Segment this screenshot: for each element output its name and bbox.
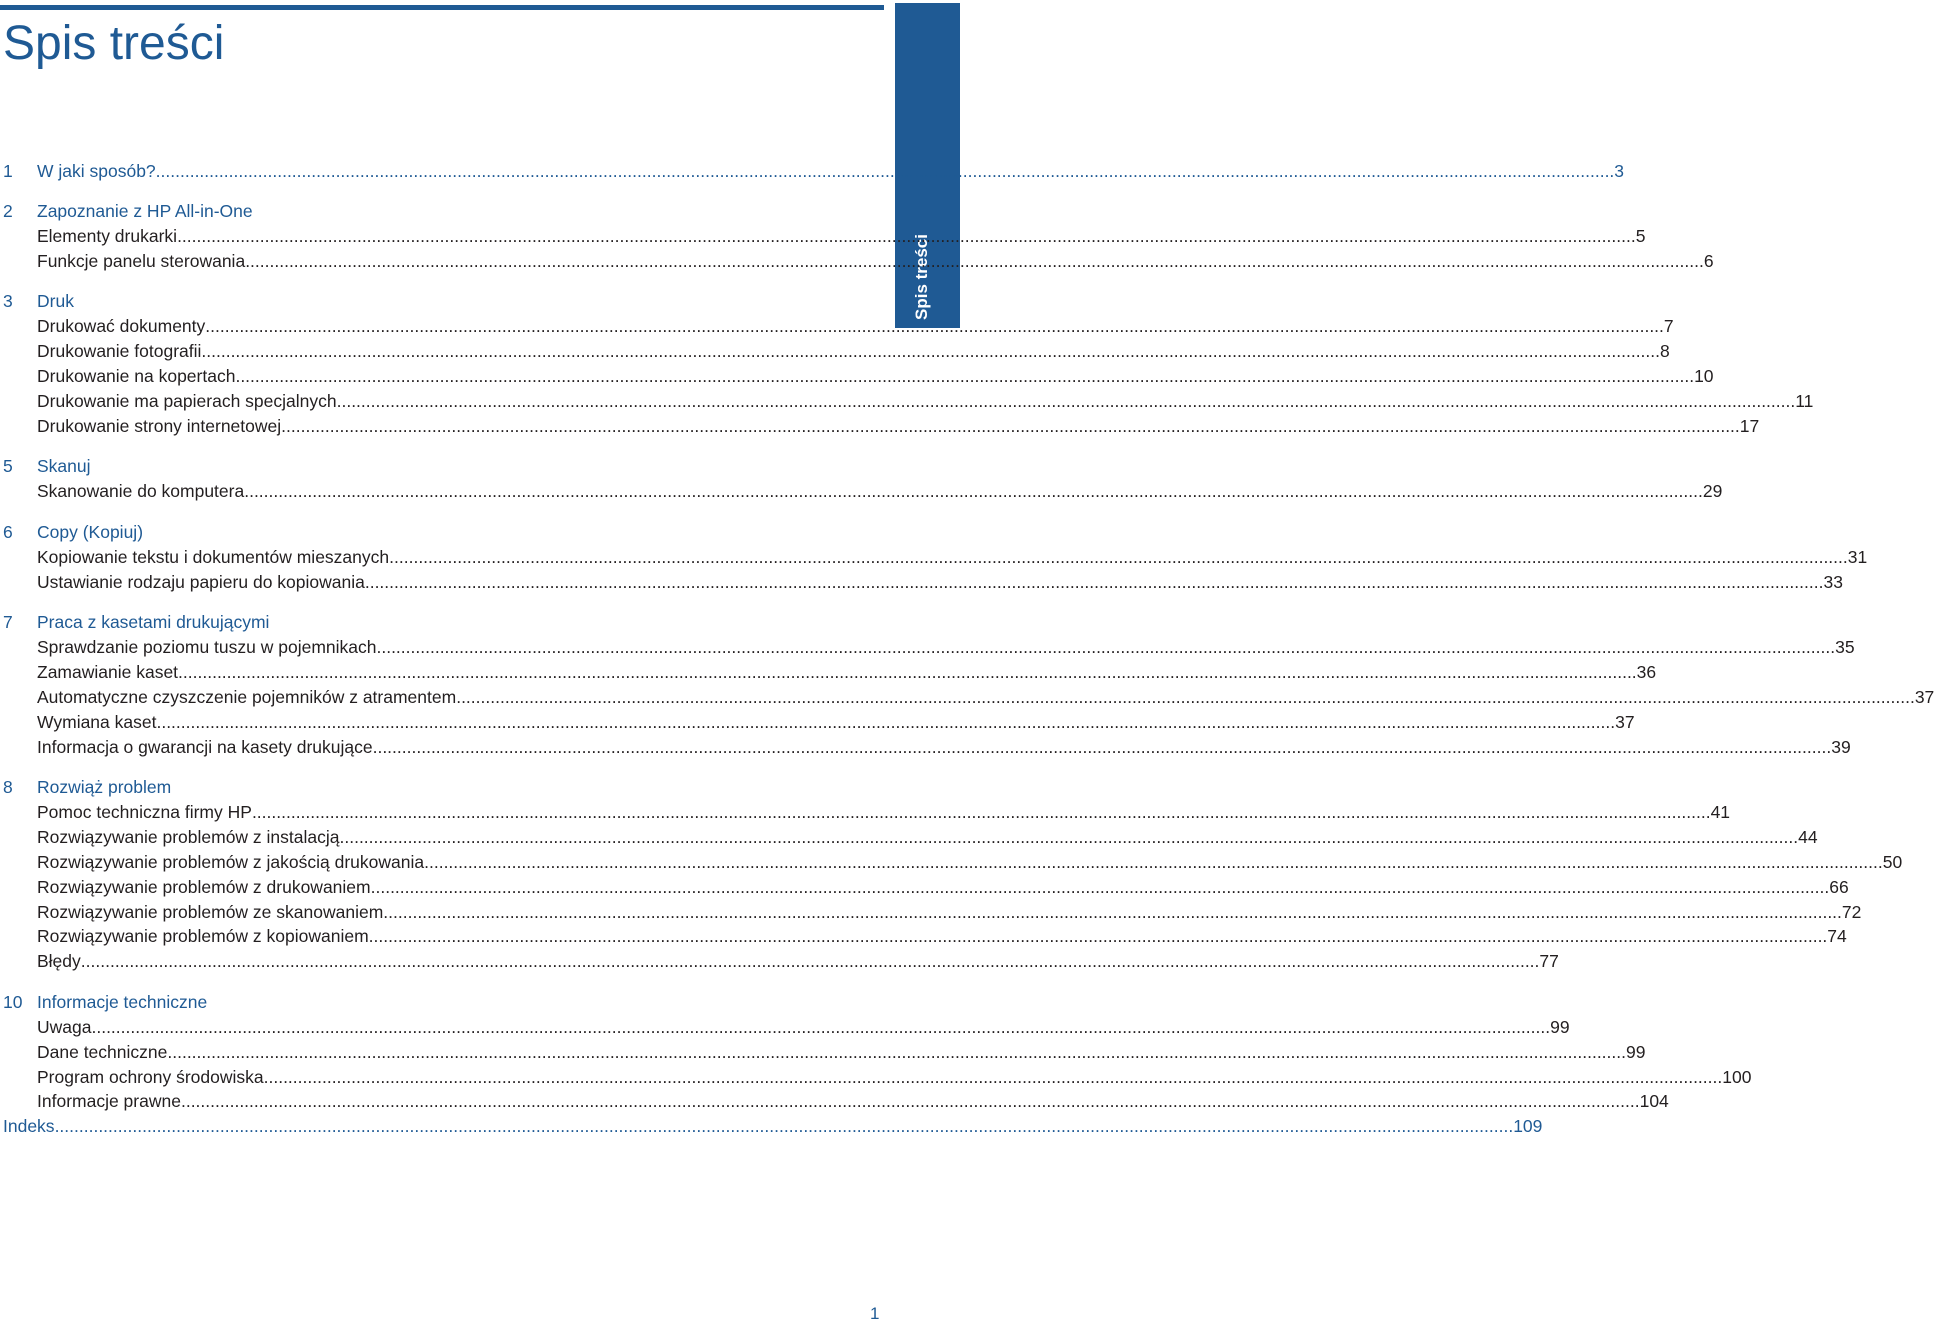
- toc-title: Program ochrony środowiska: [37, 1066, 264, 1087]
- toc-line: [37, 875, 1849, 899]
- toc-entry[interactable]: [0, 924, 1847, 948]
- toc-line: [37, 1065, 1752, 1089]
- toc-page-number: 77: [1539, 951, 1559, 972]
- toc-title: Funkcje panelu sterowania: [37, 250, 246, 271]
- chapter-heading[interactable]: [0, 610, 884, 634]
- toc-title: Rozwiązywanie problemów z drukowaniem: [37, 876, 371, 897]
- toc-line: [37, 570, 1843, 594]
- index-entry[interactable]: [0, 1114, 1543, 1138]
- dot-leader: ............................................................................................................................................................................................................................................................................................................: [339, 826, 1799, 847]
- toc-line: [37, 545, 1868, 569]
- toc-title: Rozwiązywanie problemów z jakością drukowania: [37, 851, 425, 872]
- dot-leader: ............................................................................................................................................................................................................................................................................................................: [370, 876, 1830, 897]
- dot-leader: ............................................................................................................................................................................................................................................................................................................: [91, 1016, 1551, 1037]
- toc-title: Pomoc techniczna firmy HP: [37, 801, 252, 822]
- toc-line: [37, 990, 884, 1014]
- toc-page-number: 104: [1639, 1091, 1669, 1112]
- dot-leader: ............................................................................................................................................................................................................................................................................................................: [281, 415, 1740, 436]
- toc-page-number: 99: [1550, 1016, 1570, 1037]
- toc-line: [37, 454, 884, 478]
- chapter-number: 3: [3, 291, 13, 312]
- header-rule: [0, 5, 884, 10]
- chapter-number: 8: [3, 777, 13, 797]
- toc-title: Copy (Kopiuj): [37, 521, 144, 542]
- chapter-number: 6: [3, 521, 13, 542]
- dot-leader: ............................................................................................................................................................................................................................................................................................................: [235, 366, 1695, 386]
- toc-line: [37, 249, 1714, 273]
- toc-title: Drukowanie ma papierach specjalnych: [37, 390, 337, 411]
- toc-line: [37, 289, 884, 313]
- toc-line: [37, 775, 884, 799]
- chapter-heading[interactable]: [0, 454, 884, 478]
- toc-entry[interactable]: [0, 1065, 1752, 1089]
- toc-line: [37, 1040, 1646, 1064]
- toc-line: [37, 339, 1670, 363]
- page-title: Spis treści: [3, 17, 225, 70]
- toc-page-number: 37: [1615, 711, 1635, 732]
- toc-title: Rozwiązywanie problemów z instalacją: [37, 826, 340, 847]
- toc-title: Druk: [37, 291, 74, 312]
- toc-entry[interactable]: [0, 875, 1849, 899]
- toc-line: [37, 635, 1855, 659]
- dot-leader: ............................................................................................................................................................................................................................................................................................................: [201, 341, 1661, 362]
- toc-title: Ustawianie rodzaju papieru do kopiowania: [37, 571, 365, 592]
- toc-entry[interactable]: [0, 545, 1868, 569]
- toc-entry[interactable]: [0, 735, 1851, 759]
- chapter-number: 5: [3, 456, 13, 477]
- toc-page-number: 109: [1513, 1116, 1543, 1137]
- toc-page-number: 35: [1835, 636, 1855, 657]
- side-tab-label: Spis treści: [912, 234, 931, 320]
- toc-page-number: 100: [1722, 1066, 1752, 1087]
- toc-line: [37, 414, 1760, 438]
- toc-page-number: 36: [1636, 661, 1657, 682]
- toc-line: [37, 949, 1559, 973]
- toc-line: [37, 1015, 1570, 1039]
- toc-page-number: 7: [1663, 316, 1674, 337]
- toc-entry[interactable]: [0, 389, 1814, 413]
- toc-line: [3, 1114, 1543, 1138]
- toc-entry[interactable]: [0, 479, 1723, 503]
- toc-line: [37, 685, 1934, 709]
- toc-title: Rozwiązywanie problemów z kopiowaniem: [37, 926, 369, 947]
- toc-entry[interactable]: [0, 1015, 1570, 1039]
- chapter-heading[interactable]: [0, 520, 884, 544]
- toc-title: Błędy: [37, 951, 81, 972]
- toc-line: [37, 924, 1847, 948]
- toc-entry[interactable]: [0, 1089, 1669, 1113]
- toc-line: [37, 479, 1723, 503]
- toc-line: [37, 364, 1714, 388]
- toc-page-number: 99: [1626, 1041, 1646, 1062]
- toc-title: Drukowanie na kopertach: [37, 366, 236, 386]
- dot-leader: ............................................................................................................................................................................................................................................................................................................: [383, 901, 1842, 922]
- toc-page-number: 39: [1831, 736, 1851, 757]
- chapter-number: 1: [3, 160, 13, 181]
- toc-page-number: 11: [1795, 390, 1814, 411]
- toc-title: Elementy drukarki: [37, 225, 178, 246]
- toc-page-number: 74: [1827, 926, 1847, 947]
- toc-entry[interactable]: [0, 949, 1559, 973]
- toc-entry[interactable]: [0, 364, 1714, 388]
- toc-entry[interactable]: [0, 800, 1731, 824]
- toc-line: [37, 610, 884, 634]
- toc-page-number: 29: [1702, 481, 1723, 502]
- toc-page-number: 31: [1847, 546, 1868, 567]
- dot-leader: ............................................................................................................................................................................................................................................................................................................: [54, 1116, 1514, 1137]
- dot-leader: ............................................................................................................................................................................................................................................................................................................: [177, 225, 1636, 246]
- toc-title: Dane techniczne: [37, 1041, 168, 1062]
- toc-title: Uwaga: [37, 1016, 92, 1037]
- toc-title: Sprawdzanie poziomu tuszu w pojemnikach: [37, 636, 377, 657]
- toc-page-number: 37: [1914, 686, 1934, 707]
- toc-title: Automatyczne czyszczenie pojemników z atramentem: [37, 686, 457, 707]
- chapter-heading[interactable]: [0, 990, 884, 1014]
- dot-leader: ............................................................................................................................................................................................................................................................................................................: [368, 926, 1828, 947]
- toc-title: Informacje prawne: [37, 1091, 181, 1112]
- toc-entry[interactable]: [0, 710, 1635, 734]
- toc-title: Drukowanie strony internetowej: [37, 415, 282, 436]
- toc-line: [37, 900, 1862, 924]
- dot-leader: ............................................................................................................................................................................................................................................................................................................: [336, 390, 1796, 411]
- dot-leader: ............................................................................................................................................................................................................................................................................................................: [424, 851, 1883, 872]
- toc-title: Informacja o gwarancji na kasety drukujące: [37, 736, 373, 757]
- toc-title: Praca z kasetami drukującymi: [37, 612, 270, 632]
- toc-line: [37, 199, 884, 223]
- chapter-heading[interactable]: [0, 775, 884, 799]
- toc-entry[interactable]: [0, 850, 1903, 874]
- toc-entry[interactable]: [0, 314, 1674, 338]
- toc-title: W jaki sposób?: [37, 160, 156, 181]
- dot-leader: ............................................................................................................................................................................................................................................................................................................: [245, 250, 1704, 271]
- toc-entry[interactable]: [0, 685, 1934, 709]
- toc-entry[interactable]: [0, 570, 1843, 594]
- toc-page-number: 72: [1841, 901, 1862, 922]
- toc-title: Kopiowanie tekstu i dokumentów mieszanych: [37, 546, 390, 567]
- dot-leader: ............................................................................................................................................................................................................................................................................................................: [251, 801, 1711, 822]
- dot-leader: ............................................................................................................................................................................................................................................................................................................: [456, 686, 1915, 707]
- toc-entry[interactable]: [0, 660, 1657, 684]
- toc-page-number: 6: [1703, 250, 1714, 271]
- toc-page-number: 41: [1710, 801, 1731, 822]
- dot-leader: ............................................................................................................................................................................................................................................................................................................: [178, 661, 1637, 682]
- dot-leader: ............................................................................................................................................................................................................................................................................................................: [376, 636, 1836, 657]
- toc-line: [37, 389, 1814, 413]
- toc-title: Skanuj: [37, 456, 91, 477]
- toc-line: [37, 1089, 1669, 1113]
- chapter-heading[interactable]: [0, 159, 1625, 183]
- dot-leader: ............................................................................................................................................................................................................................................................................................................: [155, 160, 1615, 181]
- dot-leader: ............................................................................................................................................................................................................................................................................................................: [263, 1066, 1723, 1087]
- dot-leader: ............................................................................................................................................................................................................................................................................................................: [205, 316, 1664, 337]
- toc-title: Rozwiąż problem: [37, 777, 172, 797]
- page-number: 1: [870, 1304, 880, 1323]
- toc-entry[interactable]: [0, 249, 1714, 273]
- toc-line: [37, 825, 1818, 849]
- toc-page-number: 50: [1882, 851, 1903, 872]
- toc-page-number: 3: [1614, 160, 1625, 181]
- toc-entry[interactable]: [0, 414, 1760, 438]
- toc-page-number: 33: [1823, 571, 1843, 592]
- toc-page-number: 5: [1635, 225, 1646, 246]
- toc-page-number: 44: [1798, 826, 1818, 847]
- toc-title: Drukować dokumenty: [37, 316, 206, 337]
- dot-leader: ............................................................................................................................................................................................................................................................................................................: [156, 711, 1616, 732]
- toc-line: [37, 800, 1731, 824]
- toc-page-number: 17: [1739, 415, 1760, 436]
- toc-title: Wymiana kaset: [37, 711, 157, 732]
- toc-entry[interactable]: [0, 1040, 1646, 1064]
- dot-leader: ............................................................................................................................................................................................................................................................................................................: [167, 1041, 1626, 1062]
- chapter-number: 7: [3, 612, 13, 632]
- chapter-heading[interactable]: [0, 289, 884, 313]
- toc-title: Rozwiązywanie problemów ze skanowaniem: [37, 901, 384, 922]
- toc-page-number: 10: [1694, 366, 1714, 386]
- toc-title: Indeks: [3, 1116, 55, 1137]
- dot-leader: ............................................................................................................................................................................................................................................................................................................: [372, 736, 1832, 757]
- toc-title: Skanowanie do komputera: [37, 481, 245, 502]
- dot-leader: ............................................................................................................................................................................................................................................................................................................: [180, 1091, 1640, 1112]
- toc-page-number: 8: [1660, 341, 1670, 362]
- toc-entry[interactable]: [0, 339, 1670, 363]
- dot-leader: ............................................................................................................................................................................................................................................................................................................: [364, 571, 1824, 592]
- toc-page-number: 66: [1829, 876, 1849, 897]
- chapter-heading[interactable]: [0, 199, 884, 223]
- toc-line: [37, 660, 1657, 684]
- toc-line: [37, 224, 1646, 248]
- toc-entry[interactable]: [0, 224, 1646, 248]
- toc-line: [37, 710, 1635, 734]
- chapter-number: 10: [3, 991, 23, 1012]
- dot-leader: ............................................................................................................................................................................................................................................................................................................: [389, 546, 1848, 567]
- toc-line: [37, 159, 1625, 183]
- toc-title: Zapoznanie z HP All-in-One: [37, 201, 253, 221]
- toc-line: [37, 735, 1851, 759]
- chapter-number: 2: [3, 201, 13, 221]
- toc-title: Drukowanie fotografii: [37, 341, 202, 362]
- toc-line: [37, 314, 1674, 338]
- toc-title: Zamawianie kaset: [37, 661, 179, 682]
- toc-title: Informacje techniczne: [37, 991, 208, 1012]
- toc-line: [37, 520, 884, 544]
- toc-entry[interactable]: [0, 900, 1862, 924]
- toc-entry[interactable]: [0, 825, 1818, 849]
- dot-leader: ............................................................................................................................................................................................................................................................................................................: [80, 951, 1540, 972]
- toc-line: [37, 850, 1903, 874]
- dot-leader: ............................................................................................................................................................................................................................................................................................................: [244, 481, 1703, 502]
- toc-entry[interactable]: [0, 635, 1855, 659]
